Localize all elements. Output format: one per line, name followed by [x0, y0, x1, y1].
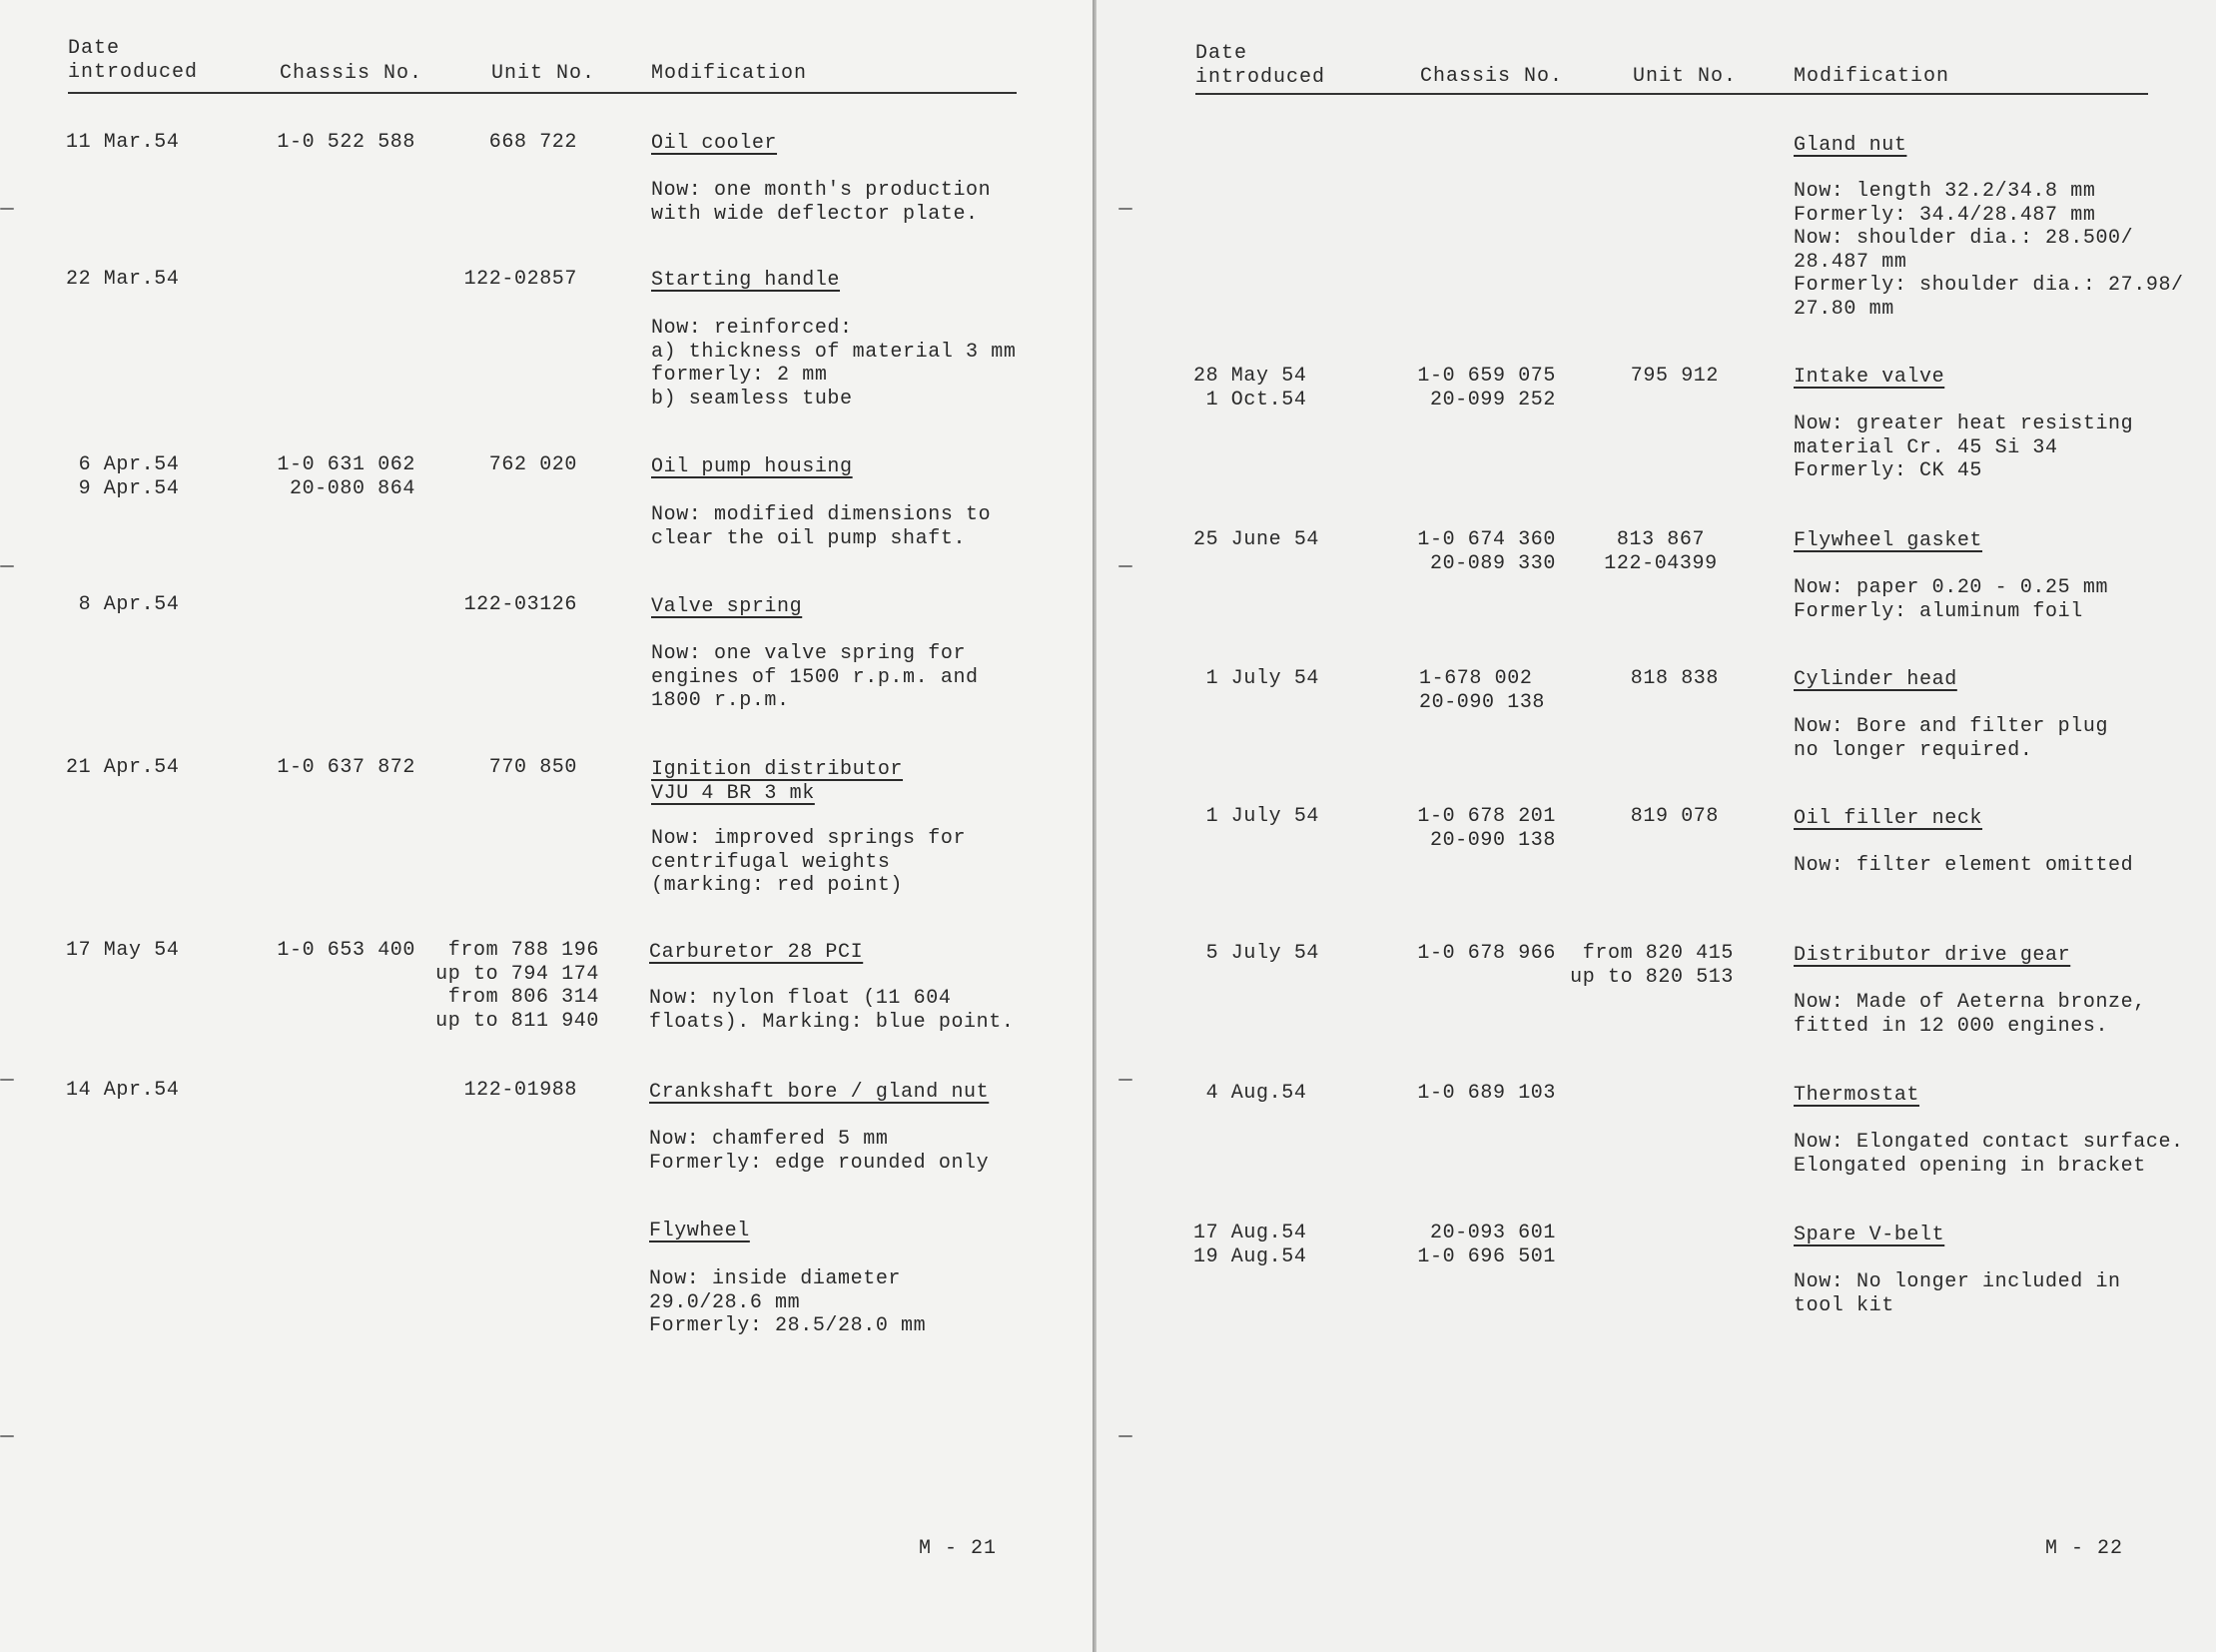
punch-mark	[0, 208, 14, 210]
entry-text: Now: modified dimensions to clear the oil pump shaft.	[651, 503, 992, 550]
entry-text: Now: length 32.2/34.8 mm Formerly: 34.4/28.487 mm Now: shoulder dia.: 28.500/ 28.487 mm Formerly: shoulder dia.: 27.98/ 27.80 mm	[1794, 180, 2184, 321]
entry-text: Now: chamfered 5 mm Formerly: edge rounded only	[649, 1128, 990, 1175]
entry-date: 5 July 54	[1193, 942, 1320, 965]
entry-text: Now: paper 0.20 - 0.25 mm Formerly: aluminum foil	[1794, 576, 2109, 623]
entry-date: 1 July 54	[1193, 667, 1320, 690]
entry-text: Now: Made of Aeterna bronze, fitted in 12 000 engines.	[1794, 991, 2146, 1038]
entry-title: Starting handle	[651, 269, 841, 292]
entry-unit: 819 078	[1630, 805, 1719, 828]
entry-unit: 813 867 122-04399	[1604, 528, 1718, 575]
entry-date: 8 Apr.54	[66, 593, 180, 616]
punch-mark	[0, 565, 14, 567]
entry-chassis: 1-0 637 872	[277, 756, 415, 779]
entry-unit: 122-01988	[463, 1079, 577, 1102]
entry-unit: from 820 415 up to 820 513	[1570, 942, 1734, 989]
right-page	[1097, 0, 2216, 1652]
entry-text: Now: greater heat resisting material Cr. 45 Si 34 Formerly: CK 45	[1794, 413, 2134, 482]
entry-chassis: 1-0 653 400	[277, 939, 415, 962]
header-modification: Modification	[1794, 65, 1950, 88]
header-rule	[68, 92, 1017, 94]
entry-date: 28 May 54 1 Oct.54	[1193, 365, 1307, 412]
entry-date: 4 Aug.54	[1193, 1082, 1307, 1105]
entry-title: Flywheel gasket	[1794, 529, 1983, 552]
punch-mark	[1118, 1435, 1132, 1437]
entry-chassis: 1-0 689 103	[1417, 1082, 1556, 1105]
entry-text: Now: one valve spring for engines of 1500 r.p.m. and 1800 r.p.m.	[651, 642, 979, 712]
entry-date: 11 Mar.54	[66, 131, 180, 154]
entry-title: Intake valve	[1794, 366, 1945, 389]
page-number: M - 21	[919, 1537, 998, 1560]
entry-text: Now: nylon float (11 604 floats). Marking: blue point.	[649, 987, 1015, 1034]
entry-unit: 762 020	[488, 453, 577, 476]
punch-mark	[1118, 1079, 1132, 1081]
entry-title: Valve spring	[651, 595, 803, 618]
punch-mark	[0, 1435, 14, 1437]
punch-mark	[0, 1079, 14, 1081]
entry-unit: 122-02857	[463, 268, 577, 291]
entry-text: Now: one month's production with wide deflector plate.	[651, 179, 992, 226]
entry-chassis: 1-0 659 075 20-099 252	[1417, 365, 1556, 412]
entry-date: 14 Apr.54	[66, 1079, 180, 1102]
entry-title: Crankshaft bore / gland nut	[649, 1081, 990, 1104]
entry-unit: 668 722	[488, 131, 577, 154]
entry-title: Oil pump housing	[651, 455, 853, 478]
entry-chassis: 1-0 631 062 20-080 864	[277, 453, 415, 500]
entry-title: Carburetor 28 PCI	[649, 941, 864, 964]
punch-mark	[1118, 565, 1132, 567]
entry-date: 17 May 54	[66, 939, 180, 962]
header-modification: Modification	[651, 62, 808, 85]
entry-date: 1 July 54	[1193, 805, 1320, 828]
entry-date: 17 Aug.54 19 Aug.54	[1193, 1222, 1307, 1268]
entry-unit: 770 850	[488, 756, 577, 779]
entry-date: 21 Apr.54	[66, 756, 180, 779]
entry-unit: from 788 196 up to 794 174 from 806 314 up to 811 940	[435, 939, 599, 1033]
entry-text: Now: reinforced: a) thickness of material 3 mm formerly: 2 mm b) seamless tube	[651, 317, 1017, 411]
header-chassis: Chassis No.	[1420, 65, 1564, 88]
entry-title: Ignition distributor VJU 4 BR 3 mk	[651, 758, 904, 805]
header-date: Date introduced	[68, 37, 199, 84]
header-chassis: Chassis No.	[280, 62, 423, 85]
header-rule	[1195, 93, 2148, 95]
entry-title: Thermostat	[1794, 1084, 1920, 1107]
entry-text: Now: filter element omitted	[1794, 854, 2134, 877]
entry-chassis: 1-0 678 201 20-090 138	[1417, 805, 1556, 852]
header-unit: Unit No.	[1633, 65, 1738, 88]
entry-chassis: 1-0 674 360 20-089 330	[1417, 528, 1556, 575]
entry-title: Oil filler neck	[1794, 807, 1983, 830]
entry-title: Oil cooler	[651, 132, 778, 155]
entry-unit: 818 838	[1630, 667, 1719, 690]
entry-title: Spare V-belt	[1794, 1224, 1945, 1246]
entry-unit: 122-03126	[463, 593, 577, 616]
entry-title: Distributor drive gear	[1794, 944, 2071, 967]
entry-text: Now: Bore and filter plug no longer required.	[1794, 715, 2109, 762]
entry-title: Gland nut	[1794, 134, 1907, 157]
entry-chassis: 20-093 601 1-0 696 501	[1417, 1222, 1556, 1268]
left-page	[0, 0, 1093, 1652]
entry-text: Now: Elongated contact surface. Elongated opening in bracket	[1794, 1131, 2184, 1178]
entry-text: Now: No longer included in tool kit	[1794, 1270, 2121, 1317]
entry-date: 25 June 54	[1193, 528, 1320, 551]
entry-text: Now: improved springs for centrifugal weights (marking: red point)	[651, 827, 967, 897]
entry-title: Cylinder head	[1794, 668, 1957, 691]
page-number: M - 22	[2045, 1537, 2124, 1560]
entry-text: Now: inside diameter 29.0/28.6 mm Formerly: 28.5/28.0 mm	[649, 1267, 927, 1337]
entry-unit: 795 912	[1630, 365, 1719, 388]
entry-chassis: 1-678 002 20-090 138	[1419, 667, 1546, 714]
punch-mark	[1118, 208, 1132, 210]
header-unit: Unit No.	[491, 62, 596, 85]
entry-chassis: 1-0 522 588	[277, 131, 415, 154]
header-date: Date introduced	[1195, 42, 1326, 89]
entry-title: Flywheel	[649, 1220, 750, 1242]
entry-chassis: 1-0 678 966	[1417, 942, 1556, 965]
entry-date: 22 Mar.54	[66, 268, 180, 291]
entry-date: 6 Apr.54 9 Apr.54	[78, 453, 180, 500]
